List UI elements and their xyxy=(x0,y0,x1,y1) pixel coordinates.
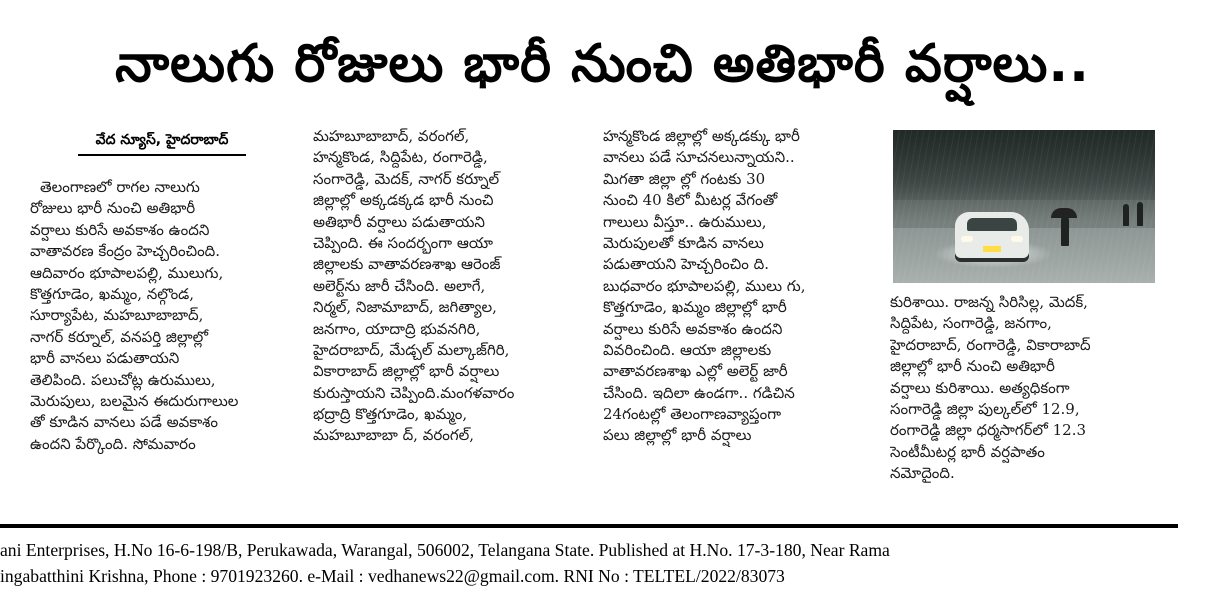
car-headlight xyxy=(961,236,973,242)
article-line: పడుతాయని హెచ్చరించిం ది. xyxy=(603,255,769,274)
article-line: మెరుపులు, బలమైన ఈదురుగాలుల xyxy=(30,391,239,410)
article-line: రోజులు భారీ నుంచి అతిభారీ xyxy=(30,199,196,218)
article-line: హైదరాబాద్, రంగారెడ్డి, వికారాబాద్ xyxy=(890,335,1091,354)
article-column-2 xyxy=(313,126,585,447)
article-line: వాతావరణ కేంద్రం హెచ్చరించింది. xyxy=(30,242,221,261)
article-line: చెప్పింది. ఈ సందర్భంగా ఆయా xyxy=(313,233,493,252)
article-line: నిర్మల్, నిజామాబాద్, జగిత్యాల, xyxy=(313,298,497,317)
article-line: సెంటీమీటర్ల భారీ వర్షపాతం xyxy=(890,442,1045,461)
article-column-4 xyxy=(890,292,1180,485)
article-line: ఉందని పేర్కొంది. సోమవారం xyxy=(30,434,196,453)
rain-car-photo xyxy=(893,130,1155,283)
article-line: వర్షాలు కురిసే అవకాశం ఉందని xyxy=(603,319,783,338)
article-line: భారీ వానలు పడుతాయని xyxy=(30,349,180,368)
article-line: జిల్లాలకు వాతావరణశాఖ ఆరెంజ్ xyxy=(313,255,501,274)
article-line: వికారాబాద్ జిల్లాల్లో భారీ వర్షాలు xyxy=(313,362,500,381)
article-line: వాతావరణశాఖ ఎల్లో అలెర్ట్ జారీ xyxy=(603,362,788,381)
article-line: కురుస్తాయని చెప్పింది.మంగళవారం xyxy=(313,383,515,402)
byline: వేద న్యూస్, హైదరాబాద్ xyxy=(78,128,246,156)
article-line: నుంచి 40 కిలో మీటర్ల వేగంతో xyxy=(603,191,778,210)
article-line: కొత్తగూడెం, ఖమ్మం, నల్గొండ, xyxy=(30,284,195,303)
article-line: చేసింది. ఇదిలా ఉండగా.. గడిచిన xyxy=(603,383,795,402)
photo-person xyxy=(1061,216,1069,246)
article-line: ఆదివారం భూపాలపల్లి, ములుగు, xyxy=(30,263,224,282)
car-headlight xyxy=(1011,236,1023,242)
article-line: సంగారెడ్డి, మెదక్, నాగర్ కర్నూల్ xyxy=(313,169,500,188)
article-line: అతిభారీ వర్షాలు పడుతాయని xyxy=(313,212,485,231)
article-line: మెరుపులతో కూడిన వానలు xyxy=(603,233,764,252)
article-line: సూర్యాపేట, మహబూబాబాద్, xyxy=(30,306,204,325)
article-line: హైదరాబాద్, మేడ్చల్ మల్కాజ్‌గిరి, xyxy=(313,340,510,359)
footer-divider xyxy=(0,524,1178,528)
headline: నాలుగు రోజులు భారీ నుంచి అతిభారీ వర్షాలు.. xyxy=(115,34,1090,94)
article-line: సంగారెడ్డి జిల్లా పుల్కల్‌లో 12.9, xyxy=(890,399,1080,418)
article-column-1 xyxy=(30,177,292,455)
article-line: మహబూబాబా ద్, వరంగల్, xyxy=(313,426,475,445)
article-line: 24గంటల్లో తెలంగాణవ్యాప్తంగా xyxy=(603,405,782,424)
photo-car xyxy=(955,212,1029,258)
article-line: కురిశాయి. రాజన్న సిరిసిల్ల, మెదక్, xyxy=(890,293,1088,311)
article-line: మిగతా జిల్లా ల్లో గంటకు 30 xyxy=(603,169,766,188)
article-line: పలు జిల్లాల్లో భారీ వర్షాలు xyxy=(603,426,752,445)
article-line: బుధవారం భూపాలపల్లి, ములు గు, xyxy=(603,276,806,295)
article-line: జనగాం, యాదాద్రి భువనగిరి, xyxy=(313,319,481,338)
article-line: తో కూడిన వానలు పడే అవకాశం xyxy=(30,413,218,432)
article-line: భద్రాద్రి కొత్తగూడెం, ఖమ్మం, xyxy=(313,405,468,424)
article-line: జిల్లాల్లో భారీ నుంచి అతిభారీ xyxy=(890,357,1055,376)
imprint-line: ingabatthini Krishna, Phone : 9701923260. e-Mail : vedhanews22@gmail.com. RNI No : TELTEL/2022/83073 xyxy=(0,566,785,586)
article-line: రంగారెడ్డి జిల్లా ధర్మసాగర్‌లో 12.3 xyxy=(890,421,1087,440)
article-line: తెలిపింది. పలుచోట్ల ఉరుములు, xyxy=(30,370,216,389)
article-line: వానలు పడే సూచనలున్నాయని.. xyxy=(603,148,795,167)
article-line: కొత్తగూడెం, ఖమ్మం జిల్లాల్లో భారీ xyxy=(603,298,787,317)
article-line: తెలంగాణలో రాగల నాలుగు xyxy=(40,178,200,196)
article-line: వర్షాలు కురిశాయి. అత్యధికంగా xyxy=(890,378,1070,397)
article-line: నాగర్ కర్నూల్, వనపర్తి జిల్లాల్లో xyxy=(30,327,209,346)
article-line: వివరించింది. ఆయా జిల్లాలకు xyxy=(603,340,772,359)
article-line: మహబూబాబాద్, వరంగల్, xyxy=(313,127,470,145)
article-column-3 xyxy=(603,126,878,447)
article-line: హన్మకొండ జిల్లాల్లో అక్కడక్కు భారీ xyxy=(603,127,800,145)
article-line: జిల్లాల్లో అక్కడక్కడ భారీ నుంచి xyxy=(313,191,494,210)
car-plate xyxy=(983,246,1001,252)
article-line: నమోదైంది. xyxy=(890,464,955,483)
article-line: అలెర్ట్‌ను జారీ చేసింది. అలాగే, xyxy=(313,276,486,295)
imprint-footer xyxy=(0,537,1205,589)
imprint-line: ani Enterprises, H.No 16-6-198/B, Perukawada, Warangal, 506002, Telangana State. Published at H.No. 17-3-180, Near Rama xyxy=(0,540,890,560)
article-line: వర్షాలు కురిసే అవకాశం ఉందని xyxy=(30,220,210,239)
article-line: సిద్దిపేట, సంగారెడ్డి, జనగాం, xyxy=(890,314,1052,333)
car-window xyxy=(967,218,1017,231)
article-line: హన్మకొండ, సిద్దిపేట, రంగారెడ్డి, xyxy=(313,148,488,167)
article-line: గాలులు వీస్తూ.. ఉరుములు, xyxy=(603,212,767,231)
photo-person xyxy=(1137,202,1143,226)
photo-person xyxy=(1123,204,1129,226)
